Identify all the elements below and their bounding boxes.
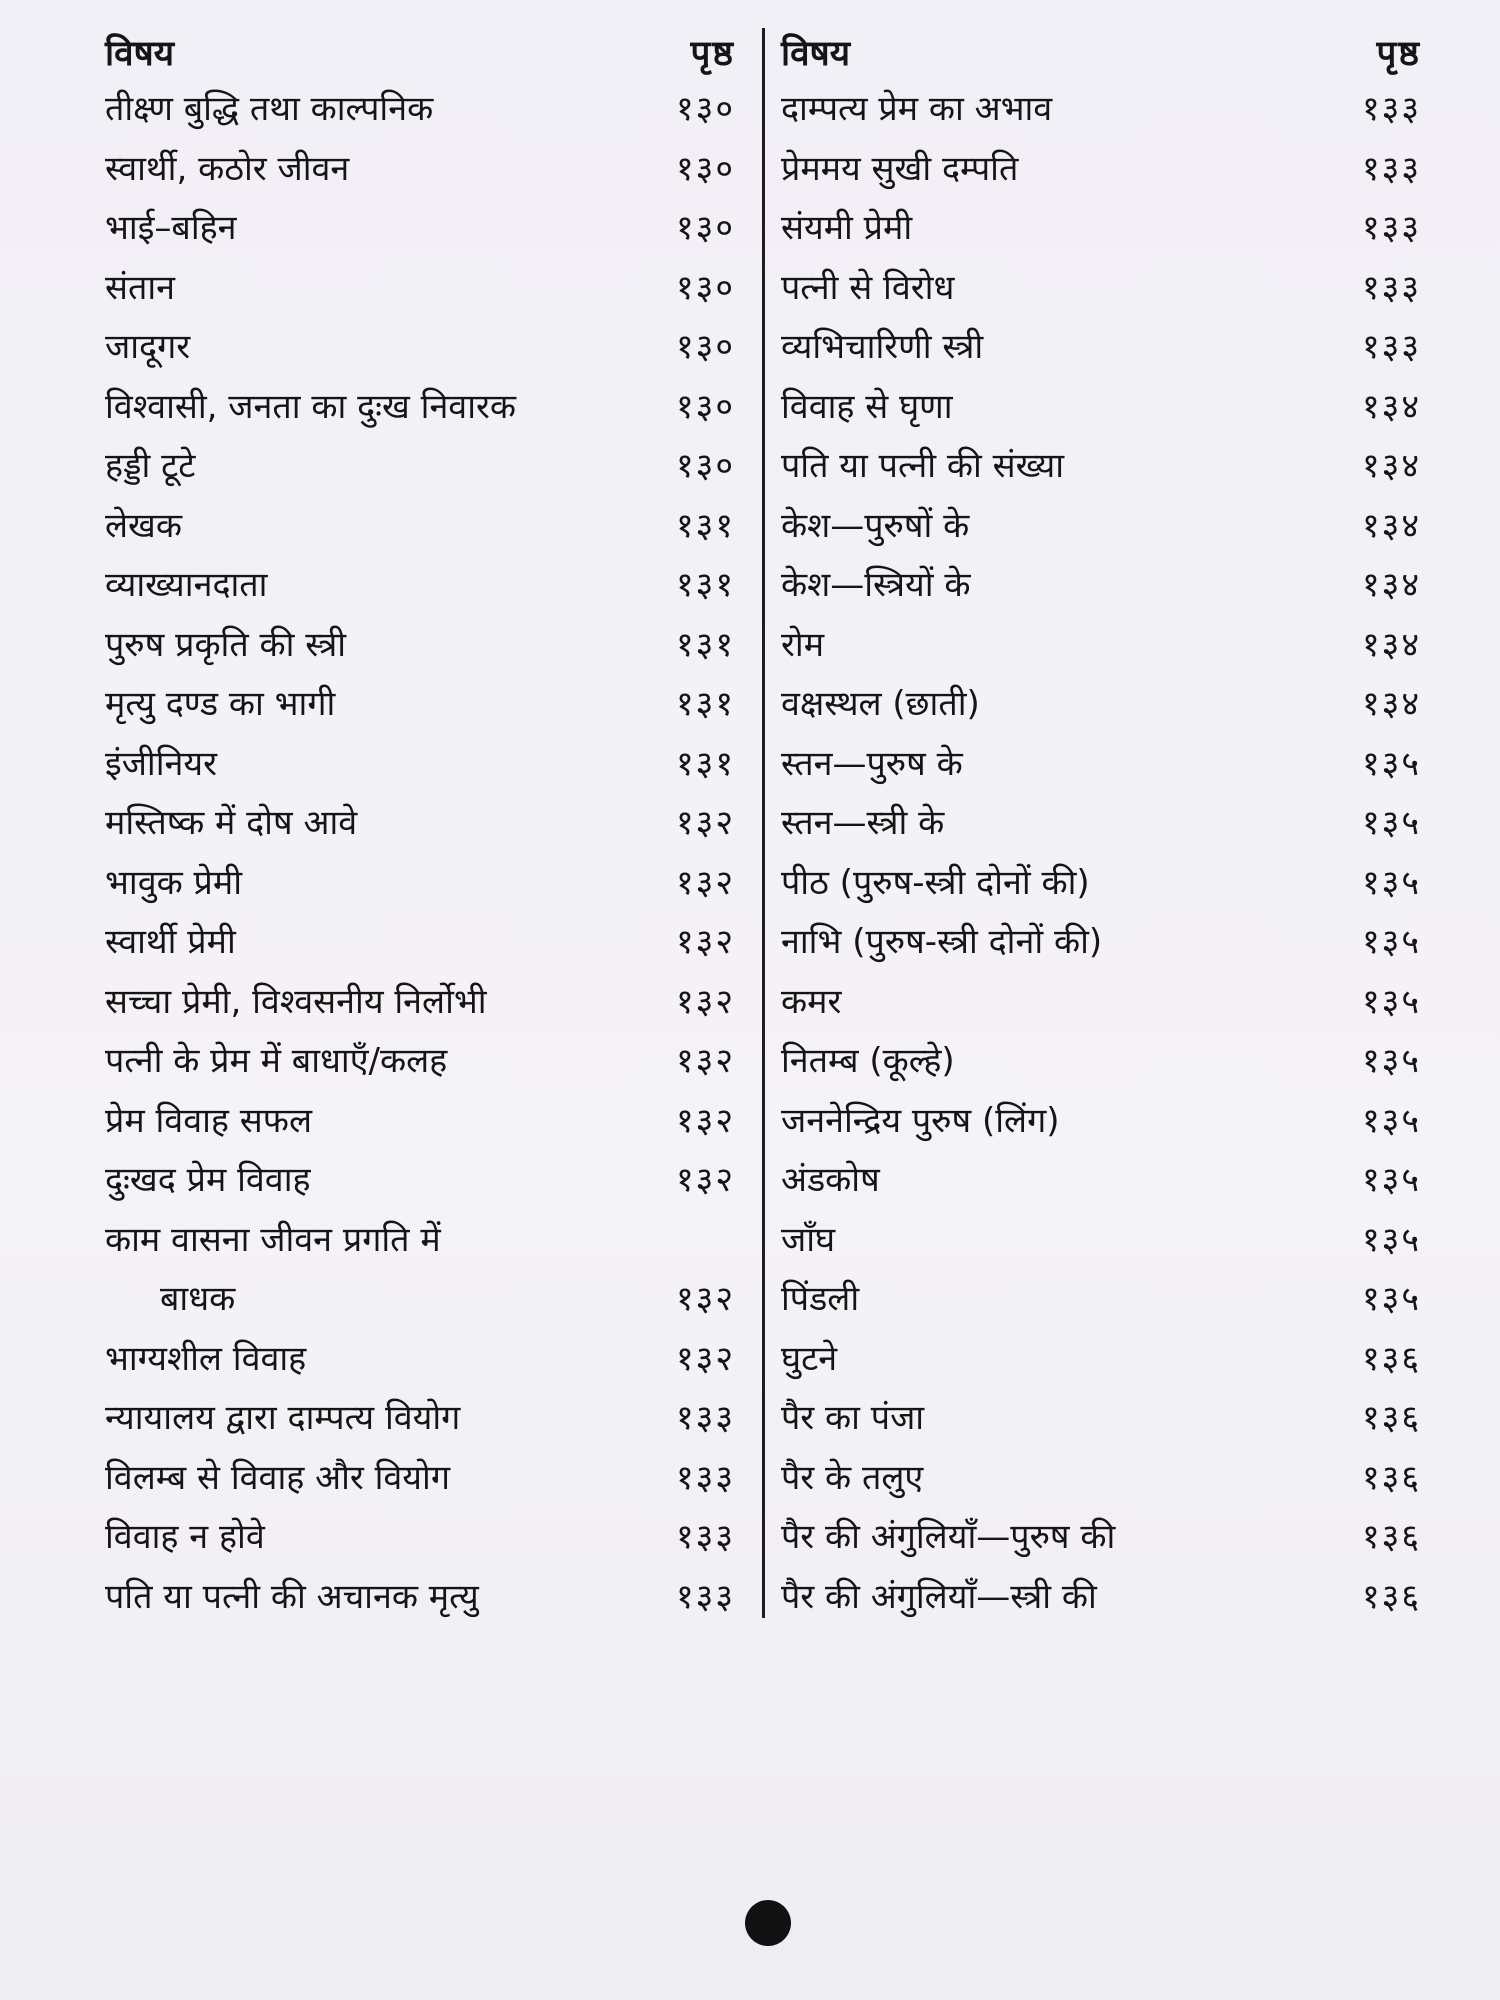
toc-entry: [105, 1568, 735, 1628]
toc-entry-title: घुटने: [781, 1338, 838, 1379]
toc-entry-title: नाभि (पुरुष-स्त्री दोनों की): [781, 922, 1103, 962]
toc-entry-title: प्रेम विवाह सफल: [105, 1100, 313, 1141]
toc-entry-page: १३५: [1361, 981, 1421, 1022]
toc-entry: [105, 1508, 735, 1568]
toc-entry: [105, 259, 735, 319]
toc-entry: [781, 794, 1421, 854]
toc-entry-page: १३२: [675, 1279, 735, 1319]
toc-entry: [105, 854, 735, 914]
toc-entry-page: १३४: [1361, 684, 1421, 724]
toc-entry: [781, 318, 1421, 378]
toc-entry-title: हड्डी टूटे: [105, 446, 196, 486]
toc-entry: [781, 1151, 1421, 1211]
toc-entry-title: दुःखद प्रेम विवाह: [105, 1160, 311, 1200]
toc-entry-page: १३०: [675, 89, 735, 129]
toc-entry-title: वक्षस्थल (छाती): [781, 684, 980, 724]
toc-entry-title: स्तन—पुरुष के: [781, 743, 963, 784]
toc-entry-page: १३३: [675, 1576, 735, 1617]
toc-entry-title: पैर की अंगुलियाँ—स्त्री की: [781, 1576, 1097, 1617]
toc-entry: [105, 1092, 735, 1152]
toc-entry-title: लेखक: [105, 505, 182, 546]
toc-entry-page: १३५: [1361, 1219, 1421, 1260]
toc-entry: [105, 1389, 735, 1449]
toc-entry: [105, 1151, 735, 1211]
toc-entry-page: १३०: [675, 267, 735, 308]
page-heading: पृष्ठ: [1376, 34, 1421, 74]
toc-entry: [781, 1508, 1421, 1568]
toc-entry-title: पैर का पंजा: [781, 1398, 925, 1438]
toc-entry-page: १३३: [1361, 208, 1421, 248]
toc-right-column: [781, 28, 1421, 1627]
toc-entry-title: पति या पत्नी की संख्या: [781, 446, 1064, 486]
toc-entry: [105, 675, 735, 735]
toc-entry: [781, 1032, 1421, 1092]
toc-entry-page: १३२: [675, 922, 735, 962]
toc-entry: [781, 437, 1421, 497]
toc-entry: [105, 437, 735, 497]
subject-heading: विषय: [781, 34, 851, 74]
toc-entry: [781, 1449, 1421, 1509]
toc-entry-title: बाधक: [160, 1279, 236, 1319]
toc-entry-page: १३०: [675, 386, 735, 427]
toc-entry: [781, 1211, 1421, 1271]
toc-entry: [781, 199, 1421, 259]
toc-entry-title: भावुक प्रेमी: [105, 862, 243, 903]
toc-entry-page: १३४: [1361, 505, 1421, 546]
toc-entry: [781, 1568, 1421, 1628]
toc-entry: [781, 735, 1421, 795]
toc-entry-title: काम वासना जीवन प्रगति में: [105, 1219, 441, 1260]
toc-entry-page: १३०: [675, 208, 735, 248]
toc-entry-title: संयमी प्रेमी: [781, 208, 913, 248]
table-of-contents: [105, 28, 1420, 1618]
toc-entry: [105, 616, 735, 676]
toc-entry-title: दाम्पत्य प्रेम का अभाव: [781, 89, 1053, 129]
toc-entry: [105, 973, 735, 1033]
toc-entry-page: १३२: [675, 1041, 735, 1081]
toc-entry-title: जाँघ: [781, 1219, 836, 1260]
toc-entry-title: भाई–बहिन: [105, 208, 237, 248]
toc-entry-page: १३०: [675, 446, 735, 486]
toc-entry-title: पीठ (पुरुष-स्त्री दोनों की): [781, 862, 1090, 903]
toc-entry-page: १३४: [1361, 565, 1421, 605]
toc-entry: [105, 80, 735, 140]
toc-entry-title: संतान: [105, 267, 176, 308]
toc-entry: [781, 1270, 1421, 1330]
subject-heading: विषय: [105, 34, 175, 74]
toc-entry-page: १३६: [1361, 1457, 1421, 1498]
toc-entry-page: १३३: [1361, 267, 1421, 308]
toc-entry-title: पुरुष प्रकृति की स्त्री: [105, 624, 347, 665]
toc-entry-title: सच्चा प्रेमी, विश्वसनीय निर्लोभी: [105, 981, 487, 1022]
toc-entry: [105, 1270, 735, 1330]
toc-entry-page: १३५: [1361, 743, 1421, 784]
toc-entry: [105, 199, 735, 259]
toc-entry: [105, 794, 735, 854]
toc-entry: [781, 1092, 1421, 1152]
toc-entry-page: १३५: [1361, 862, 1421, 903]
toc-entry-page: १३५: [1361, 1279, 1421, 1319]
toc-entry: [781, 259, 1421, 319]
toc-entry-page: १३३: [1361, 327, 1421, 367]
toc-entry-page: १३३: [1361, 148, 1421, 189]
page-heading: पृष्ठ: [690, 34, 735, 74]
toc-entry: [105, 556, 735, 616]
toc-entry-page: १३१: [675, 684, 735, 724]
toc-entry-title: मस्तिष्क में दोष आवे: [105, 803, 358, 843]
toc-left-column: [105, 28, 735, 1627]
toc-entry-title: कमर: [781, 981, 842, 1022]
toc-entry: [781, 616, 1421, 676]
toc-entry: [781, 80, 1421, 140]
toc-entry-page: १३१: [675, 565, 735, 605]
toc-entry-title: पत्नी से विरोध: [781, 267, 955, 308]
toc-entry-title: केश—पुरुषों के: [781, 505, 970, 546]
toc-entry-page: १३५: [1361, 1160, 1421, 1200]
toc-entry-page: १३२: [675, 862, 735, 903]
toc-right-header: [781, 28, 1421, 80]
toc-entry-page: १३४: [1361, 624, 1421, 665]
toc-entry-page: १३२: [675, 803, 735, 843]
toc-entry: [105, 1330, 735, 1390]
toc-entry-title: व्यभिचारिणी स्त्री: [781, 327, 984, 367]
toc-entry-page: १३५: [1361, 1100, 1421, 1141]
toc-entry-page: १३६: [1361, 1576, 1421, 1617]
toc-entry-page: १३२: [675, 1100, 735, 1141]
toc-entry-title: रोम: [781, 624, 825, 665]
toc-entry-page: १३६: [1361, 1517, 1421, 1557]
toc-entry-page: १३३: [675, 1517, 735, 1557]
toc-entry: [105, 1032, 735, 1092]
toc-entry-page: १३५: [1361, 803, 1421, 843]
toc-entry-title: प्रेममय सुखी दम्पति: [781, 148, 1019, 189]
toc-entry-title: स्वार्थी प्रेमी: [105, 922, 236, 962]
toc-entry-title: पैर की अंगुलियाँ—पुरुष की: [781, 1517, 1116, 1557]
toc-entry-page: १३४: [1361, 446, 1421, 486]
toc-entry-title: तीक्ष्ण बुद्धि तथा काल्पनिक: [105, 89, 434, 129]
column-divider: [762, 28, 765, 1618]
toc-entry-page: १३६: [1361, 1338, 1421, 1379]
toc-entry: [781, 973, 1421, 1033]
toc-entry-page: १३१: [675, 743, 735, 784]
toc-entry-title: पिंडली: [781, 1279, 860, 1319]
toc-entry-title: पत्नी के प्रेम में बाधाएँ/कलह: [105, 1041, 448, 1081]
toc-entry-page: १३३: [675, 1457, 735, 1498]
toc-entry-title: स्तन—स्त्री के: [781, 803, 945, 843]
toc-entry-title: जादूगर: [105, 327, 191, 367]
toc-entry: [105, 378, 735, 438]
toc-entry: [105, 1211, 735, 1271]
toc-entry: [105, 497, 735, 557]
toc-entry-page: १३५: [1361, 1041, 1421, 1081]
toc-entry: [105, 140, 735, 200]
toc-entry-page: १३१: [675, 624, 735, 665]
toc-entry: [105, 735, 735, 795]
toc-entry: [105, 1449, 735, 1509]
toc-entry-page: १३१: [675, 505, 735, 546]
toc-entry-page: १३०: [675, 148, 735, 189]
toc-entry-title: विश्वासी, जनता का दुःख निवारक: [105, 386, 517, 427]
toc-entry-page: १३३: [675, 1398, 735, 1438]
toc-entry-title: विवाह से घृणा: [781, 386, 953, 427]
toc-entry-page: १३३: [1361, 89, 1421, 129]
toc-entry-title: विलम्ब से विवाह और वियोग: [105, 1457, 450, 1498]
toc-entry-title: मृत्यु दण्ड का भागी: [105, 684, 336, 724]
toc-entry-title: स्वार्थी, कठोर जीवन: [105, 148, 350, 189]
toc-entry: [781, 854, 1421, 914]
toc-entry-title: व्याख्यानदाता: [105, 565, 268, 605]
toc-entry-page: १३०: [675, 327, 735, 367]
toc-entry: [781, 675, 1421, 735]
page-ink-dot: [745, 1900, 791, 1946]
toc-entry-title: पैर के तलुए: [781, 1457, 924, 1498]
toc-entry-page: १३२: [675, 1338, 735, 1379]
toc-entry-title: भाग्यशील विवाह: [105, 1338, 307, 1379]
toc-entry: [781, 378, 1421, 438]
toc-entry-page: १३२: [675, 1160, 735, 1200]
toc-entry-page: १३६: [1361, 1398, 1421, 1438]
toc-entry-title: अंडकोष: [781, 1160, 880, 1200]
toc-entry: [105, 913, 735, 973]
toc-entry: [781, 140, 1421, 200]
toc-entry-title: जननेन्द्रिय पुरुष (लिंग): [781, 1100, 1060, 1141]
toc-entry-title: केश—स्त्रियों के: [781, 565, 971, 605]
toc-entry: [781, 913, 1421, 973]
toc-entry-page: १३५: [1361, 922, 1421, 962]
toc-left-header: [105, 28, 735, 80]
toc-entry-title: नितम्ब (कूल्हे): [781, 1041, 955, 1081]
toc-entry-title: न्यायालय द्वारा दाम्पत्य वियोग: [105, 1398, 461, 1438]
toc-entry-page: १३२: [675, 981, 735, 1022]
toc-entry-title: विवाह न होवे: [105, 1517, 265, 1557]
toc-entry: [105, 318, 735, 378]
toc-entry: [781, 1330, 1421, 1390]
toc-entry-title: इंजीनियर: [105, 743, 218, 784]
toc-entry: [781, 556, 1421, 616]
toc-entry: [781, 1389, 1421, 1449]
toc-entry-page: १३४: [1361, 386, 1421, 427]
toc-entry: [781, 497, 1421, 557]
toc-entry-title: पति या पत्नी की अचानक मृत्यु: [105, 1576, 479, 1617]
